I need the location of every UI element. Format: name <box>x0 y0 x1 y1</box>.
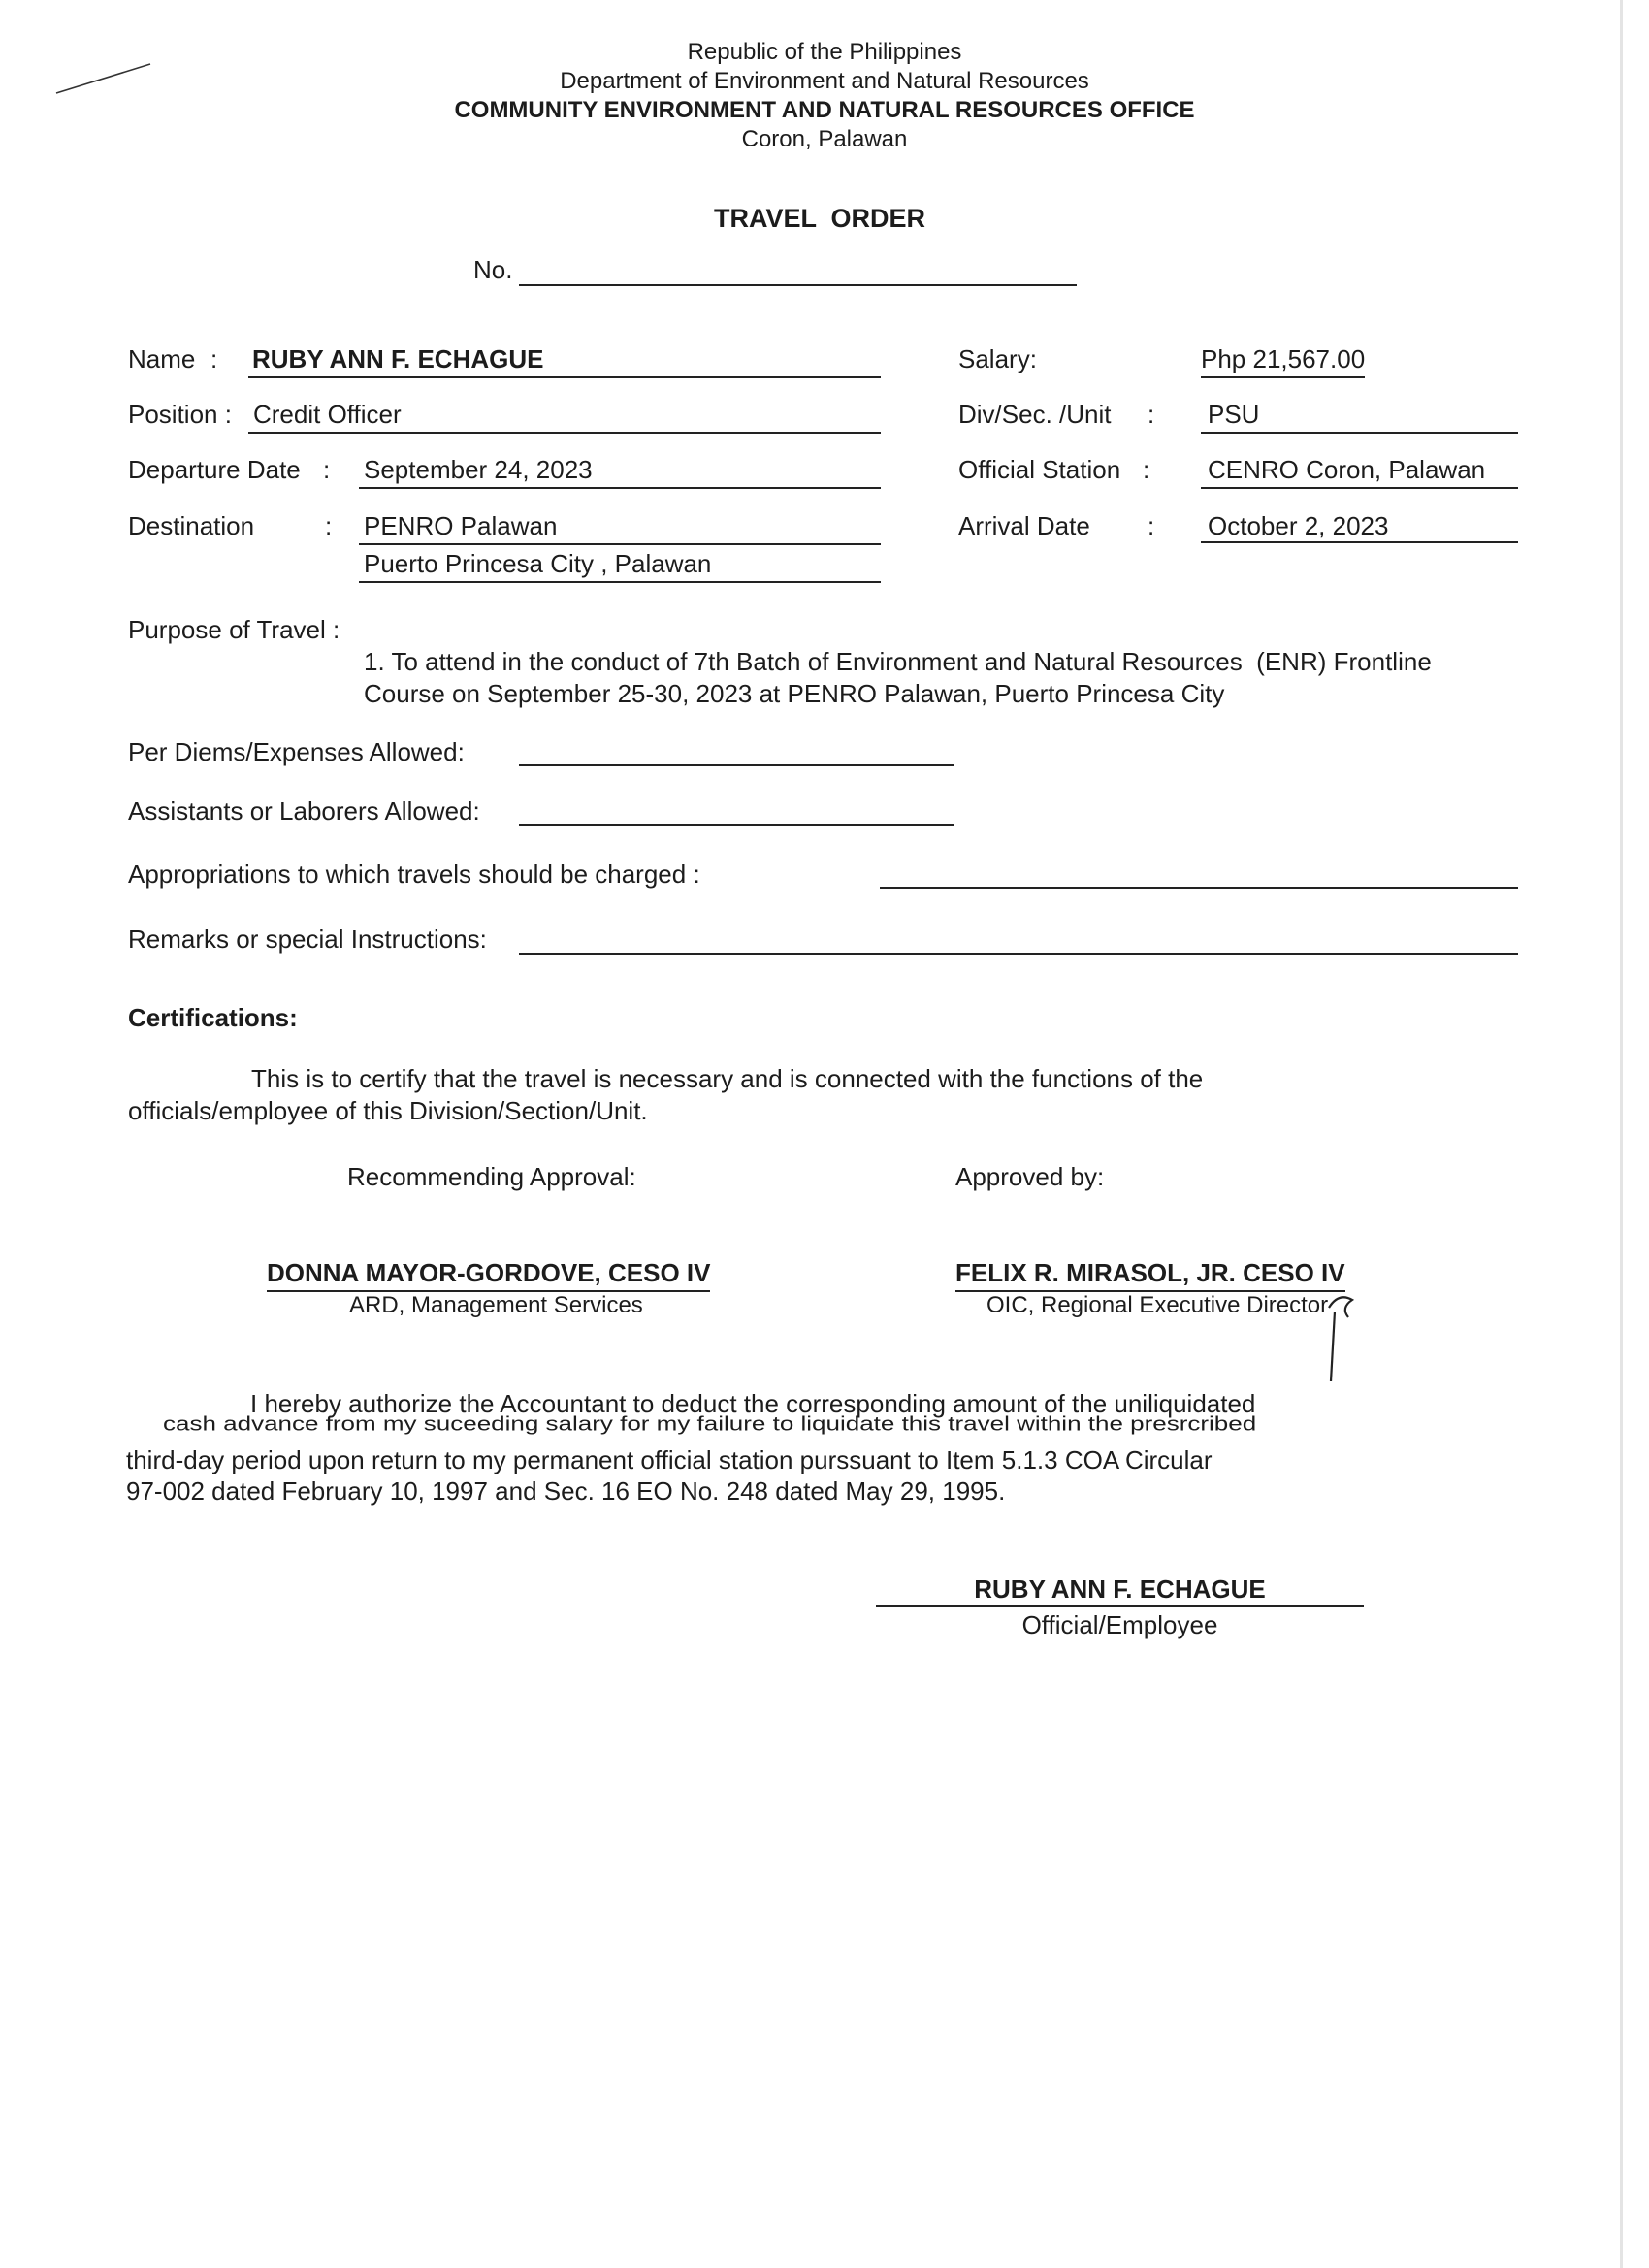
authorization-line-4: 97-002 dated February 10, 1997 and Sec. 16 EO No. 248 dated May 29, 1995. <box>126 1476 1006 1506</box>
name-label: Name <box>128 344 196 373</box>
employee-title: Official/Employee <box>1021 1610 1218 1639</box>
signature-stroke <box>1319 1290 1368 1387</box>
position-label: Position : <box>128 400 232 429</box>
station-underline <box>1201 487 1518 489</box>
purpose-line-1: 1. To attend in the conduct of 7th Batch of Environment and Natural Resources (ENR) Frontline <box>364 647 1432 676</box>
recommender-title: ARD, Management Services <box>349 1292 643 1318</box>
header-department: Department of Environment and Natural Resources <box>560 68 1089 94</box>
per-diems-field[interactable] <box>519 764 954 766</box>
arrival-colon: : <box>1148 511 1155 540</box>
certifications-heading: Certifications: <box>128 1003 298 1032</box>
position-value: Credit Officer <box>253 400 402 429</box>
assistants-field[interactable] <box>519 824 954 826</box>
number-label: No. <box>473 255 513 284</box>
salary-label: Salary: <box>958 344 1037 373</box>
station-label: Official Station <box>958 455 1121 484</box>
scan-edge-shadow <box>1620 0 1623 2268</box>
remarks-field[interactable] <box>519 953 1518 955</box>
employee-name: RUBY ANN F. ECHAGUE <box>974 1574 1266 1604</box>
division-colon: : <box>1148 400 1155 429</box>
certification-line-1: This is to certify that the travel is necessary and is connected with the functions of the <box>251 1064 1204 1093</box>
recommender-name: DONNA MAYOR-GORDOVE, CESO IV <box>267 1258 710 1292</box>
destination-label: Destination <box>128 511 255 540</box>
approver-name: FELIX R. MIRASOL, JR. CESO IV <box>955 1258 1345 1292</box>
destination-underline-1 <box>359 543 881 545</box>
assistants-label: Assistants or Laborers Allowed: <box>128 796 480 826</box>
station-colon: : <box>1143 455 1150 484</box>
departure-underline <box>359 487 881 489</box>
station-value: CENRO Coron, Palawan <box>1208 455 1486 484</box>
arrival-label: Arrival Date <box>958 511 1090 540</box>
position-underline <box>248 432 881 434</box>
certification-line-2: officials/employee of this Division/Section/Unit. <box>128 1096 648 1125</box>
departure-value: September 24, 2023 <box>364 455 593 484</box>
appropriations-label: Appropriations to which travels should be charged : <box>128 859 700 889</box>
destination-value-2: Puerto Princesa City , Palawan <box>364 549 712 578</box>
header-office: COMMUNITY ENVIRONMENT AND NATURAL RESOURCES OFFICE <box>454 97 1195 123</box>
authorization-line-3: third-day period upon return to my permanent official station purssuant to Item 5.1.3 COA Circular <box>126 1445 1212 1474</box>
name-underline <box>248 376 881 378</box>
departure-label: Departure Date <box>128 455 301 484</box>
purpose-line-2: Course on September 25-30, 2023 at PENRO Palawan, Puerto Princesa City <box>364 679 1225 708</box>
authorization-line-2: cash advance from my suceeding salary for my failure to liquidate this travel within the presrcribed <box>163 1412 1257 1436</box>
document-title: TRAVEL ORDER <box>713 204 926 233</box>
appropriations-field[interactable] <box>880 887 1518 889</box>
approver-title: OIC, Regional Executive Director <box>986 1292 1329 1318</box>
division-label: Div/Sec. /Unit <box>958 400 1112 429</box>
approved-by-label: Approved by: <box>955 1162 1105 1191</box>
departure-colon: : <box>323 455 331 484</box>
division-underline <box>1201 432 1518 434</box>
recommending-approval-label: Recommending Approval: <box>347 1162 636 1191</box>
destination-value-1: PENRO Palawan <box>364 511 558 540</box>
arrival-value: October 2, 2023 <box>1208 511 1389 540</box>
name-value: RUBY ANN F. ECHAGUE <box>252 344 544 373</box>
destination-underline-2 <box>359 581 881 583</box>
header-republic: Republic of the Philippines <box>687 39 962 65</box>
employee-signature-line <box>876 1605 1364 1607</box>
remarks-label: Remarks or special Instructions: <box>128 924 487 954</box>
per-diems-label: Per Diems/Expenses Allowed: <box>128 737 465 766</box>
header-location: Coron, Palawan <box>741 126 908 152</box>
name-colon: : <box>210 344 218 373</box>
authorization-line-1: I hereby authorize the Accountant to deduct the corresponding amount of the uniliquidated <box>250 1389 1256 1418</box>
number-field[interactable] <box>519 255 1077 286</box>
division-value: PSU <box>1208 400 1260 429</box>
salary-value: Php 21,567.00 <box>1201 344 1365 378</box>
destination-colon: : <box>325 511 333 540</box>
arrival-underline <box>1201 541 1518 543</box>
purpose-label: Purpose of Travel : <box>128 615 340 644</box>
